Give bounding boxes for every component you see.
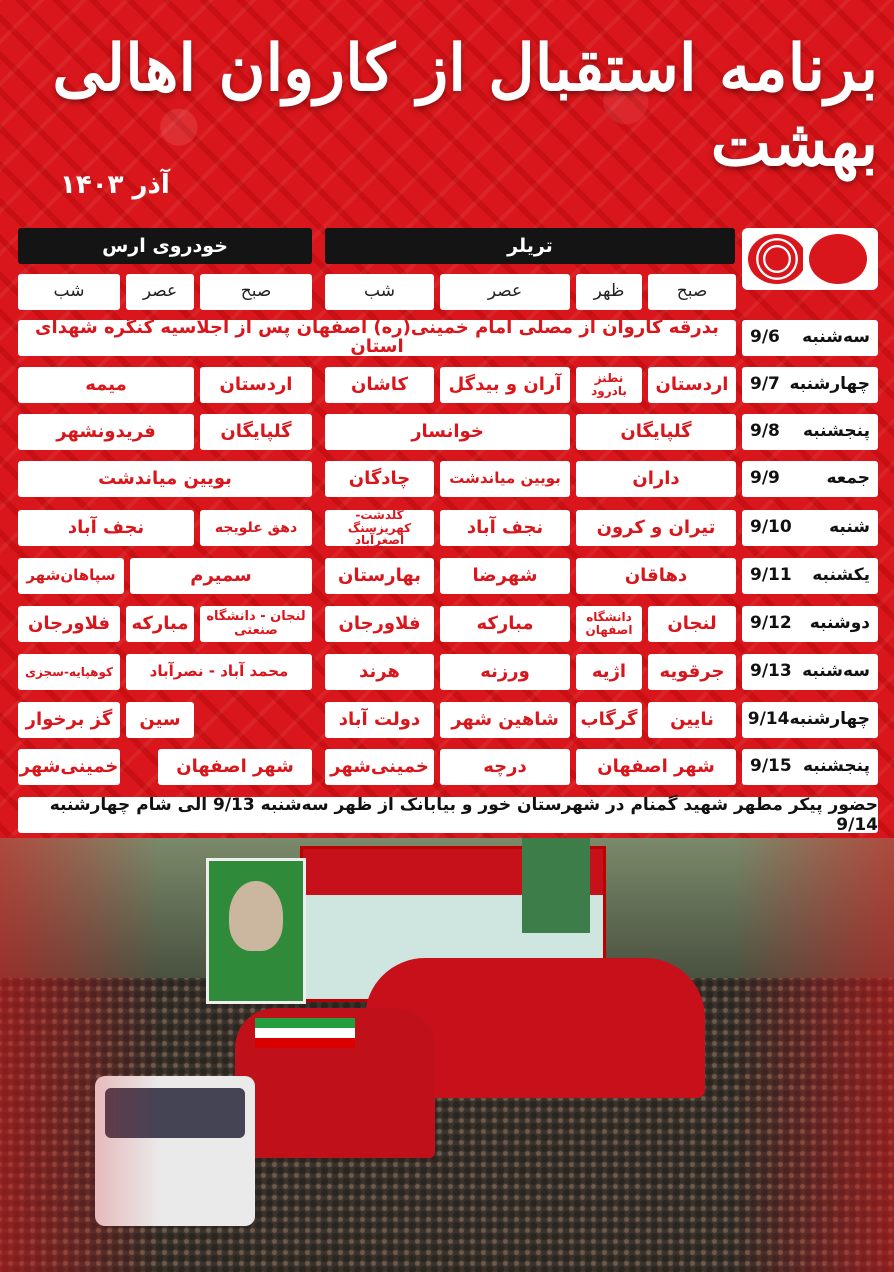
schedule-cell: مبارکه: [126, 606, 194, 642]
schedule-cell: آران و بیدگل: [440, 367, 570, 403]
day-label: چهارشنبه 9/14: [742, 702, 878, 738]
time-trailer-afternoon: عصر: [440, 274, 570, 310]
organization-logo-right: [803, 228, 878, 290]
schedule-cell: شهرضا: [440, 558, 570, 594]
schedule-cell: نطنز بادرود: [576, 367, 642, 403]
schedule-cell: لنجان - دانشگاه صنعتی: [200, 606, 312, 642]
schedule-cell: چادگان: [325, 461, 434, 497]
schedule-cell: مبارکه: [440, 606, 570, 642]
day-label: سه‌شنبه 9/13: [742, 654, 878, 690]
schedule-cell: محمد آباد - نصرآباد: [126, 654, 312, 690]
day-label: جمعه 9/9: [742, 461, 878, 497]
day-label: سه‌شنبه 9/6: [742, 320, 878, 356]
event-photo: [0, 838, 894, 1272]
schedule-cell: خمینی‌شهر: [325, 749, 434, 785]
schedule-cell: بویین میاندشت: [18, 461, 312, 497]
time-trailer-noon: ظهر: [576, 274, 642, 310]
schedule-cell: میمه: [18, 367, 194, 403]
schedule-cell: ورزنه: [440, 654, 570, 690]
time-aras-afternoon: عصر: [126, 274, 194, 310]
day-label: شنبه 9/10: [742, 510, 878, 546]
schedule-cell: نجف آباد: [440, 510, 570, 546]
schedule-cell: سین: [126, 702, 194, 738]
red-overlay: [0, 838, 894, 1272]
schedule-cell: اردستان: [200, 367, 312, 403]
group-header-aras: خودروی ارس: [18, 228, 312, 264]
schedule-cell: فریدونشهر: [18, 414, 194, 450]
schedule-cell: فلاورجان: [325, 606, 434, 642]
schedule-cell-full: بدرقه کاروان از مصلی امام خمینی(ره) اصفهان پس از اجلاسیه کنگره شهدای استان: [18, 320, 736, 356]
schedule-cell: گز برخوار: [18, 702, 120, 738]
schedule-cell: دانشگاه اصفهان: [576, 606, 642, 642]
schedule-cell: بویین میاندشت: [440, 461, 570, 497]
group-header-trailer: تریلر: [325, 228, 735, 264]
schedule-cell: هرند: [325, 654, 434, 690]
emblem-icon: [748, 234, 806, 284]
seal-icon: [809, 234, 867, 284]
day-label: پنجشنبه 9/8: [742, 414, 878, 450]
schedule-cell: فلاورجان: [18, 606, 120, 642]
schedule-cell: شهر اصفهان: [158, 749, 312, 785]
schedule-cell: دولت آباد: [325, 702, 434, 738]
schedule-cell: جرقویه: [648, 654, 736, 690]
day-label: یکشنبه 9/11: [742, 558, 878, 594]
time-aras-morning: صبح: [200, 274, 312, 310]
time-trailer-morning: صبح: [648, 274, 736, 310]
schedule-cell: اژیه: [576, 654, 642, 690]
day-label: پنجشنبه 9/15: [742, 749, 878, 785]
schedule-cell: داران: [576, 461, 736, 497]
schedule-cell: گلدشت-کهریزسنگ اصغرآباد: [325, 510, 434, 546]
schedule-cell: خوانسار: [325, 414, 570, 450]
schedule-cell: درچه: [440, 749, 570, 785]
day-label: دوشنبه 9/12: [742, 606, 878, 642]
organization-logo-left: [742, 228, 812, 290]
footer-note: حضور پیکر مطهر شهید گمنام در شهرستان خور و بیابانک از ظهر سه‌شنبه 9/13 الی شام چهارشنبه 9/14: [18, 797, 878, 833]
poster-title: برنامه استقبال از کاروان اهالی بهشت: [52, 30, 878, 181]
time-trailer-night: شب: [325, 274, 434, 310]
schedule-cell: گلپایگان: [576, 414, 736, 450]
schedule-cell: اردستان: [648, 367, 736, 403]
schedule-cell: نایین: [648, 702, 736, 738]
day-label: چهارشنبه 9/7: [742, 367, 878, 403]
poster-date: آذر ۱۴۰۳: [60, 170, 170, 200]
schedule-cell: سپاهان‌شهر: [18, 558, 124, 594]
schedule-cell: گرگاب: [576, 702, 642, 738]
schedule-cell: گلپایگان: [200, 414, 312, 450]
schedule-cell: کوهپایه-سجزی: [18, 654, 120, 690]
time-aras-night: شب: [18, 274, 120, 310]
schedule-cell: شاهین شهر: [440, 702, 570, 738]
schedule-cell: سمیرم: [130, 558, 312, 594]
schedule-cell: خمینی‌شهر: [18, 749, 120, 785]
schedule-cell: کاشان: [325, 367, 434, 403]
schedule-cell: دهاقان: [576, 558, 736, 594]
schedule-cell: نجف آباد: [18, 510, 194, 546]
schedule-cell: شهر اصفهان: [576, 749, 736, 785]
schedule-cell: دهق علویجه: [200, 510, 312, 546]
schedule-cell: لنجان: [648, 606, 736, 642]
schedule-cell: بهارستان: [325, 558, 434, 594]
schedule-cell: تیران و کرون: [576, 510, 736, 546]
